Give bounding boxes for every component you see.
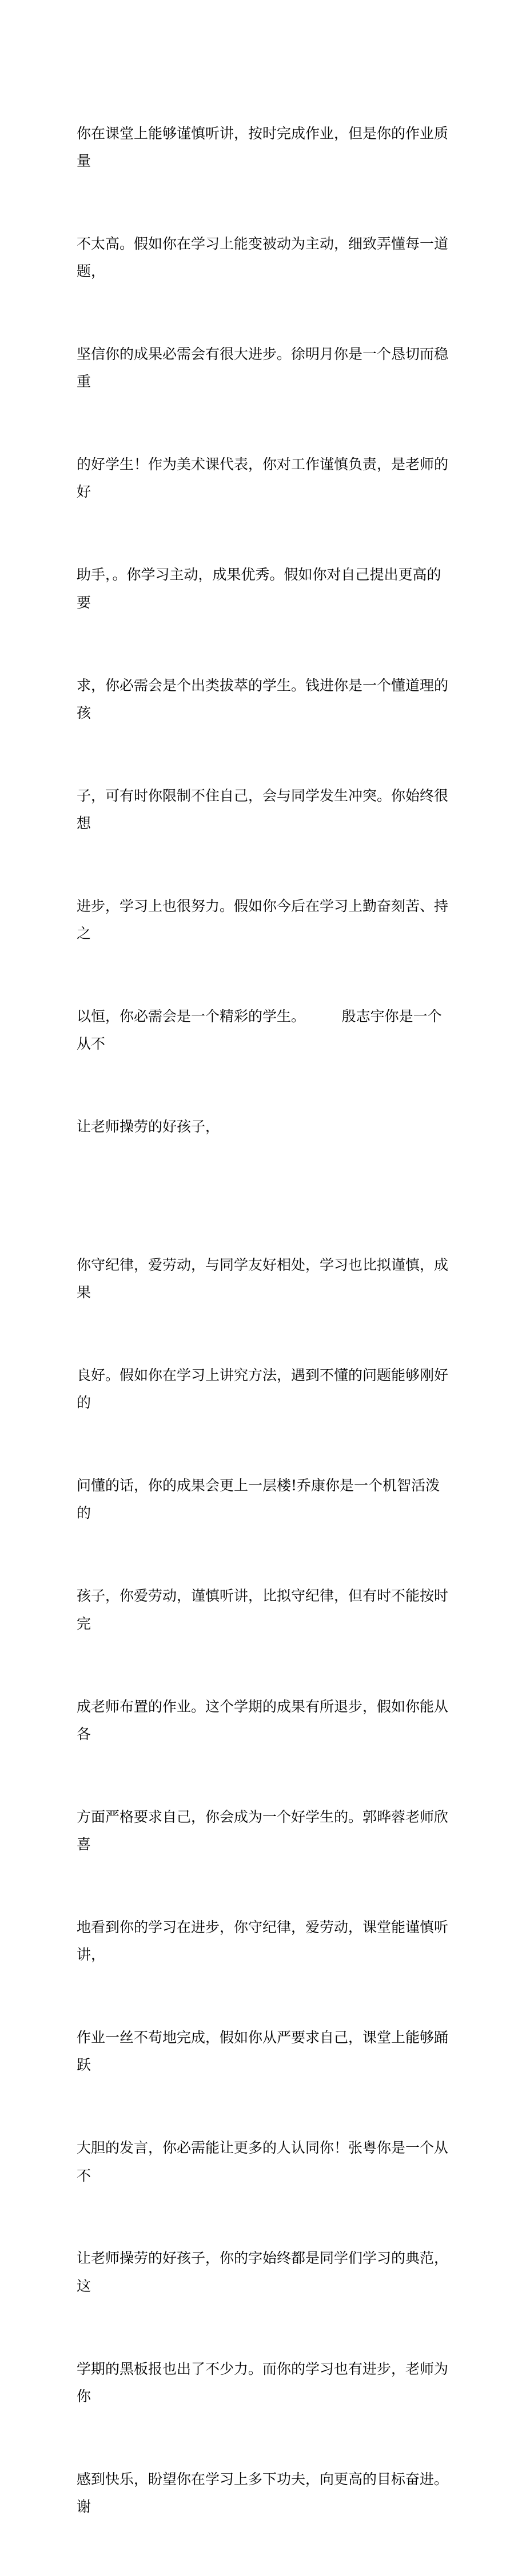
text-line: 学期的黑板报也出了不少力。而你的学习也有进步，老师为你 xyxy=(77,2360,449,2405)
text-line: 子，可有时你限制不住自己，会与同学发生冲突。你始终很想 xyxy=(77,787,449,832)
text-line: 你守纪律，爱劳动，与同学友好相处，学习也比拟谨慎，成果 xyxy=(77,1256,449,1301)
text-line: 不太高。假如你在学习上能变被动为主动，细致弄懂每一道题， xyxy=(77,235,449,280)
text-line: 良好。假如你在学习上讲究方法，遇到不懂的问题能够刚好的 xyxy=(77,1366,449,1411)
text-line: 大胆的发言，你必需能让更多的人认同你！张粤你是一个从不 xyxy=(77,2139,449,2184)
text-line: 感到快乐，盼望你在学习上多下功夫，向更高的目标奋进。谢 xyxy=(77,2470,449,2515)
text-line: 问懂的话，你的成果会更上一层楼!乔康你是一个机智活泼的 xyxy=(77,1477,440,1522)
text-line: 求，你必需会是个出类拔萃的学生。钱进你是一个懂道理的孩 xyxy=(77,677,449,721)
paragraph-1 xyxy=(77,65,454,1196)
text-line: 地看到你的学习在进步，你守纪律，爱劳动，课堂能谨慎听讲， xyxy=(77,1918,449,1963)
paragraph-2 xyxy=(77,1196,454,2576)
text-line: 作业一丝不苟地完成，假如你从严要求自己，课堂上能够踊跃 xyxy=(77,2029,449,2074)
text-line: 让老师操劳的好孩子，你的字始终都是同学们学习的典范，这 xyxy=(77,2250,449,2294)
text-line: 进步，学习上也很努力。假如你今后在学习上勤奋刻苦、持之 xyxy=(77,897,449,942)
text-line: 以恒，你必需会是一个精彩的学生。 殷志宇你是一个从不 xyxy=(77,1008,442,1053)
text-line: 孩子，你爱劳动，谨慎听讲，比拟守纪律，但有时不能按时完 xyxy=(77,1587,449,1632)
text-line: 成老师布置的作业。这个学期的成果有所退步，假如你能从各 xyxy=(77,1698,449,1742)
document-body xyxy=(77,65,454,2576)
text-line: 你在课堂上能够谨慎听讲，按时完成作业，但是你的作业质量 xyxy=(77,125,449,169)
text-line: 让老师操劳的好孩子， xyxy=(77,1118,220,1135)
text-line: 助手，。你学习主动，成果优秀。假如你对自己提出更高的要 xyxy=(77,566,441,611)
text-line: 坚信你的成果必需会有很大进步。徐明月你是一个恳切而稳重 xyxy=(77,345,449,390)
text-line: 方面严格要求自己，你会成为一个好学生的。郭晔蓉老师欣喜 xyxy=(77,1808,449,1853)
text-line: 的好学生！作为美术课代表，你对工作谨慎负责，是老师的好 xyxy=(77,456,449,501)
